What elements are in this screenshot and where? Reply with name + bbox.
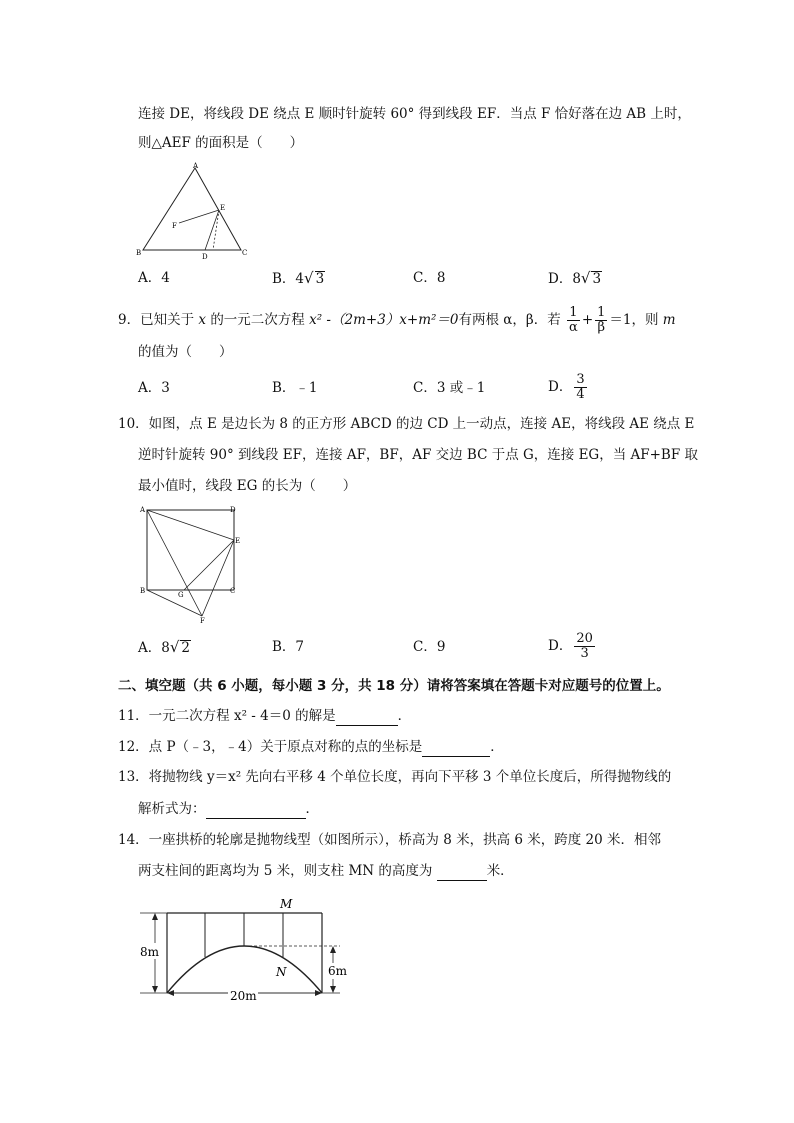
q8-label-f: F — [172, 222, 177, 230]
q10-line2: 逆时针旋转 90° 到线段 EF，连接 AF，BF，AF 交边 BC 于点 G，连接 EG，当 AF+BF 取 — [138, 447, 699, 463]
q10-option-c: C．9 — [413, 639, 446, 655]
q8-option-c — [413, 268, 445, 288]
q9-frac1-den: α — [569, 320, 578, 335]
q8-label-d: D — [202, 253, 208, 261]
q10-label-e: E — [235, 537, 241, 545]
q12-answer-blank[interactable] — [422, 742, 490, 757]
q10-option-b: B．7 — [272, 639, 305, 655]
q11-text: 11．一元二次方程 x² - 4＝0 的解是 — [118, 708, 336, 724]
q11-end: ． — [397, 708, 412, 724]
q11 — [118, 706, 411, 726]
q10-label-c: C — [230, 587, 236, 595]
q10-label-d: D — [230, 506, 236, 514]
q9-text-d: ＝1，则 — [609, 312, 659, 328]
q14-line1: 14．一座拱桥的轮廓是抛物线型（如图所示），桥高为 8 米，拱高 6 米，跨度 20 米．相邻 — [118, 832, 662, 848]
q8-option-b-label: B． — [272, 271, 296, 287]
q13-line1: 13．将抛物线 y＝x² 先向右平移 4 个单位长度，再向下平移 3 个单位长度后，所得抛物线的 — [118, 769, 672, 785]
q10-option-d-frac — [574, 632, 595, 661]
q8-option-d-coef: 8 — [572, 271, 581, 287]
q10-option-d-den: 3 — [580, 646, 589, 661]
q10-option-d-num: 20 — [576, 631, 593, 646]
q9-plus: + — [581, 312, 594, 328]
q9-option-d-frac — [574, 373, 586, 402]
q12-text: 12．点 P（﹣3，﹣4）关于原点对称的点的坐标是 — [118, 739, 423, 755]
q9-option-d-label: D． — [548, 379, 573, 395]
q8-option-b-coef: 4 — [295, 271, 305, 287]
q9-frac2-den: β — [597, 320, 606, 335]
q9-equation: x² -（2m+3）x+m²＝0 — [309, 312, 459, 328]
q14-end: 米． — [486, 863, 514, 879]
q13-line2 — [138, 799, 319, 819]
q13-answer-blank[interactable] — [206, 804, 306, 819]
q13-end: ． — [305, 801, 319, 817]
q10-option-d-label: D． — [548, 638, 573, 654]
q10-line3: 最小值时，线段 EG 的长为（ ） — [138, 478, 357, 494]
q10-square-figure — [138, 503, 243, 625]
q11-answer-blank[interactable] — [336, 711, 398, 726]
q9-var-m: m — [662, 312, 676, 328]
q8-option-a-label: A． — [138, 270, 162, 286]
q14-answer-blank[interactable] — [437, 866, 487, 881]
q9-text-a: 已知关于 — [140, 312, 195, 328]
q9-option-d-den: 4 — [576, 387, 585, 402]
q8-label-a: A — [193, 162, 199, 170]
q10-option-d — [548, 629, 597, 663]
q12 — [118, 737, 504, 757]
q14-label-n: N — [276, 965, 287, 979]
q14-label-20m: 20m — [230, 989, 257, 1003]
q8-option-d-label: D． — [548, 271, 573, 287]
q9-frac1-num: 1 — [567, 306, 580, 321]
q10-option-a-label: A． — [138, 640, 162, 656]
q9-text-b: 的一元二次方程 — [210, 312, 305, 328]
q9-number: 9． — [118, 312, 141, 328]
q9-option-a: A．3 — [138, 380, 170, 396]
q8-triangle-figure — [135, 160, 250, 262]
q8-line1: 连接 DE，将线段 DE 绕点 E 顺时针旋转 60° 得到线段 EF．当点 F 恰好落在边 AB 上时， — [138, 106, 691, 122]
q10-option-a-coef: 8 — [161, 640, 170, 656]
q9-frac2-num: 1 — [597, 305, 606, 320]
q9-option-d-num: 3 — [576, 372, 585, 387]
q9-var-x: x — [198, 312, 207, 328]
q9-text-c: 有两根 α，β．若 — [458, 312, 561, 328]
q8-option-c-value: 8 — [436, 270, 446, 286]
q10-label-g: G — [178, 591, 184, 599]
q8-option-a-value: 4 — [161, 270, 170, 286]
q8-option-b: B．4√ 3 — [272, 269, 325, 287]
q14-label-m: M — [280, 897, 293, 911]
q14-bridge-figure — [135, 893, 350, 1005]
q9-line1 — [118, 305, 676, 335]
section2-heading: 二、填空题（共 6 小题，每小题 3 分，共 18 分）请将答案填在答题卡对应题号的位置上。 — [118, 678, 670, 694]
q14-line2 — [138, 861, 514, 881]
q9-frac-1 — [567, 306, 580, 335]
q8-label-e: E — [220, 204, 226, 212]
q10-option-a: A．8√ 2 — [138, 638, 190, 656]
q8-label-c: C — [242, 249, 248, 257]
q8-option-c-label: C． — [413, 270, 437, 286]
q13-text: 解析式为： — [138, 801, 206, 817]
q8-line2: 则△AEF 的面积是（ ） — [138, 135, 304, 151]
q8-option-b-rad: 3 — [315, 271, 325, 287]
q10-label-b: B — [140, 587, 146, 595]
q8-option-a — [138, 268, 170, 288]
q8-label-b: B — [136, 249, 142, 257]
q10-label-a: A — [140, 506, 146, 514]
q9-frac-2 — [595, 306, 607, 335]
q14-text: 两支柱间的距离均为 5 米，则支柱 MN 的高度为 — [138, 863, 433, 879]
q14-label-8m: 8m — [140, 945, 160, 959]
q8-option-d-rad: 3 — [592, 271, 602, 287]
q14-label-6m: 6m — [328, 964, 348, 978]
q9-line2: 的值为（ ） — [138, 344, 233, 360]
q12-end: ． — [490, 739, 504, 755]
q9-option-b: B．﹣1 — [272, 380, 318, 396]
q10-line1: 10．如图，点 E 是边长为 8 的正方形 ABCD 的边 CD 上一动点，连接 AE，将线段 AE 绕点 E — [118, 416, 695, 432]
q10-label-f: F — [200, 617, 205, 625]
q10-option-a-rad: 2 — [181, 640, 190, 656]
q8-option-d: D．8√ 3 — [548, 269, 602, 287]
q9-option-d — [548, 370, 589, 404]
q9-option-c: C．3 或﹣1 — [413, 380, 486, 396]
